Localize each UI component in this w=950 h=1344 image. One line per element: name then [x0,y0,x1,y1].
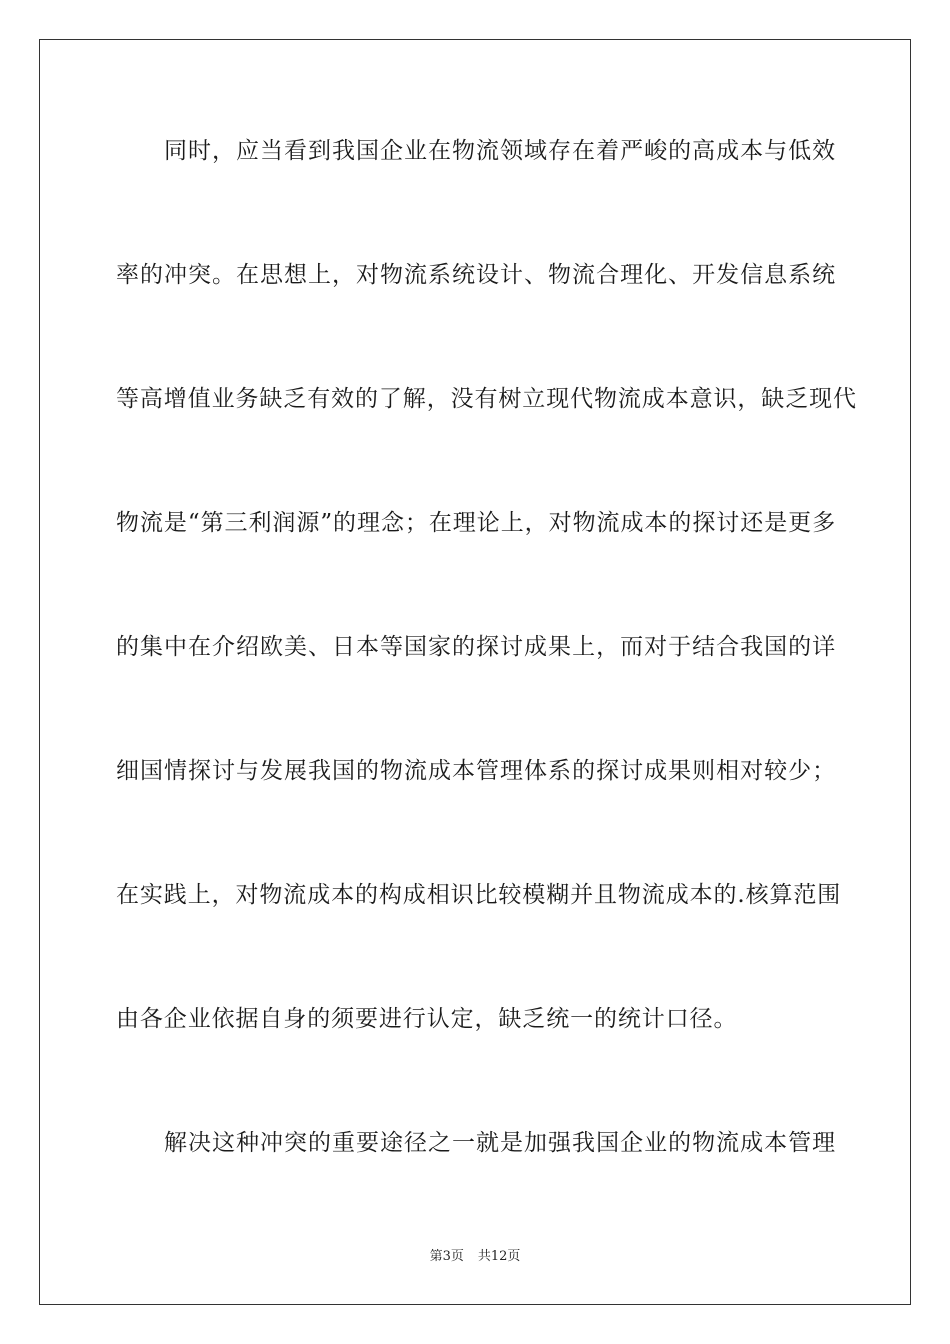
paragraph-line: 等高增值业务缺乏有效的了解，没有树立现代物流成本意识，缺乏现代 [116,386,857,412]
page-total: 共12页 [477,1249,521,1264]
paragraph-line: 解决这种冲突的重要途径之一就是加强我国企业的物流成本管理 [164,1130,836,1156]
paragraph-line: 由各企业依据自身的须要进行认定，缺乏统一的统计口径。 [116,1006,738,1032]
paragraph-line: 细国情探讨与发展我国的物流成本管理体系的探讨成果则相对较少； [116,758,836,784]
paragraph-line: 的集中在介绍欧美、日本等国家的探讨成果上，而对于结合我国的详 [116,634,836,660]
paragraph-line: 在实践上，对物流成本的构成相识比较模糊并且物流成本的.核算范围 [116,882,842,908]
paragraph-line: 同时，应当看到我国企业在物流领域存在着严峻的高成本与低效 [164,138,836,164]
page-number: 第3页 [429,1249,464,1264]
paragraph-line: 物流是“第三利润源”的理念；在理论上，对物流成本的探讨还是更多 [116,510,836,536]
paragraph-line: 率的冲突。在思想上，对物流系统设计、物流合理化、开发信息系统 [116,262,836,288]
page-border [39,39,911,1305]
page-footer [0,1248,950,1266]
